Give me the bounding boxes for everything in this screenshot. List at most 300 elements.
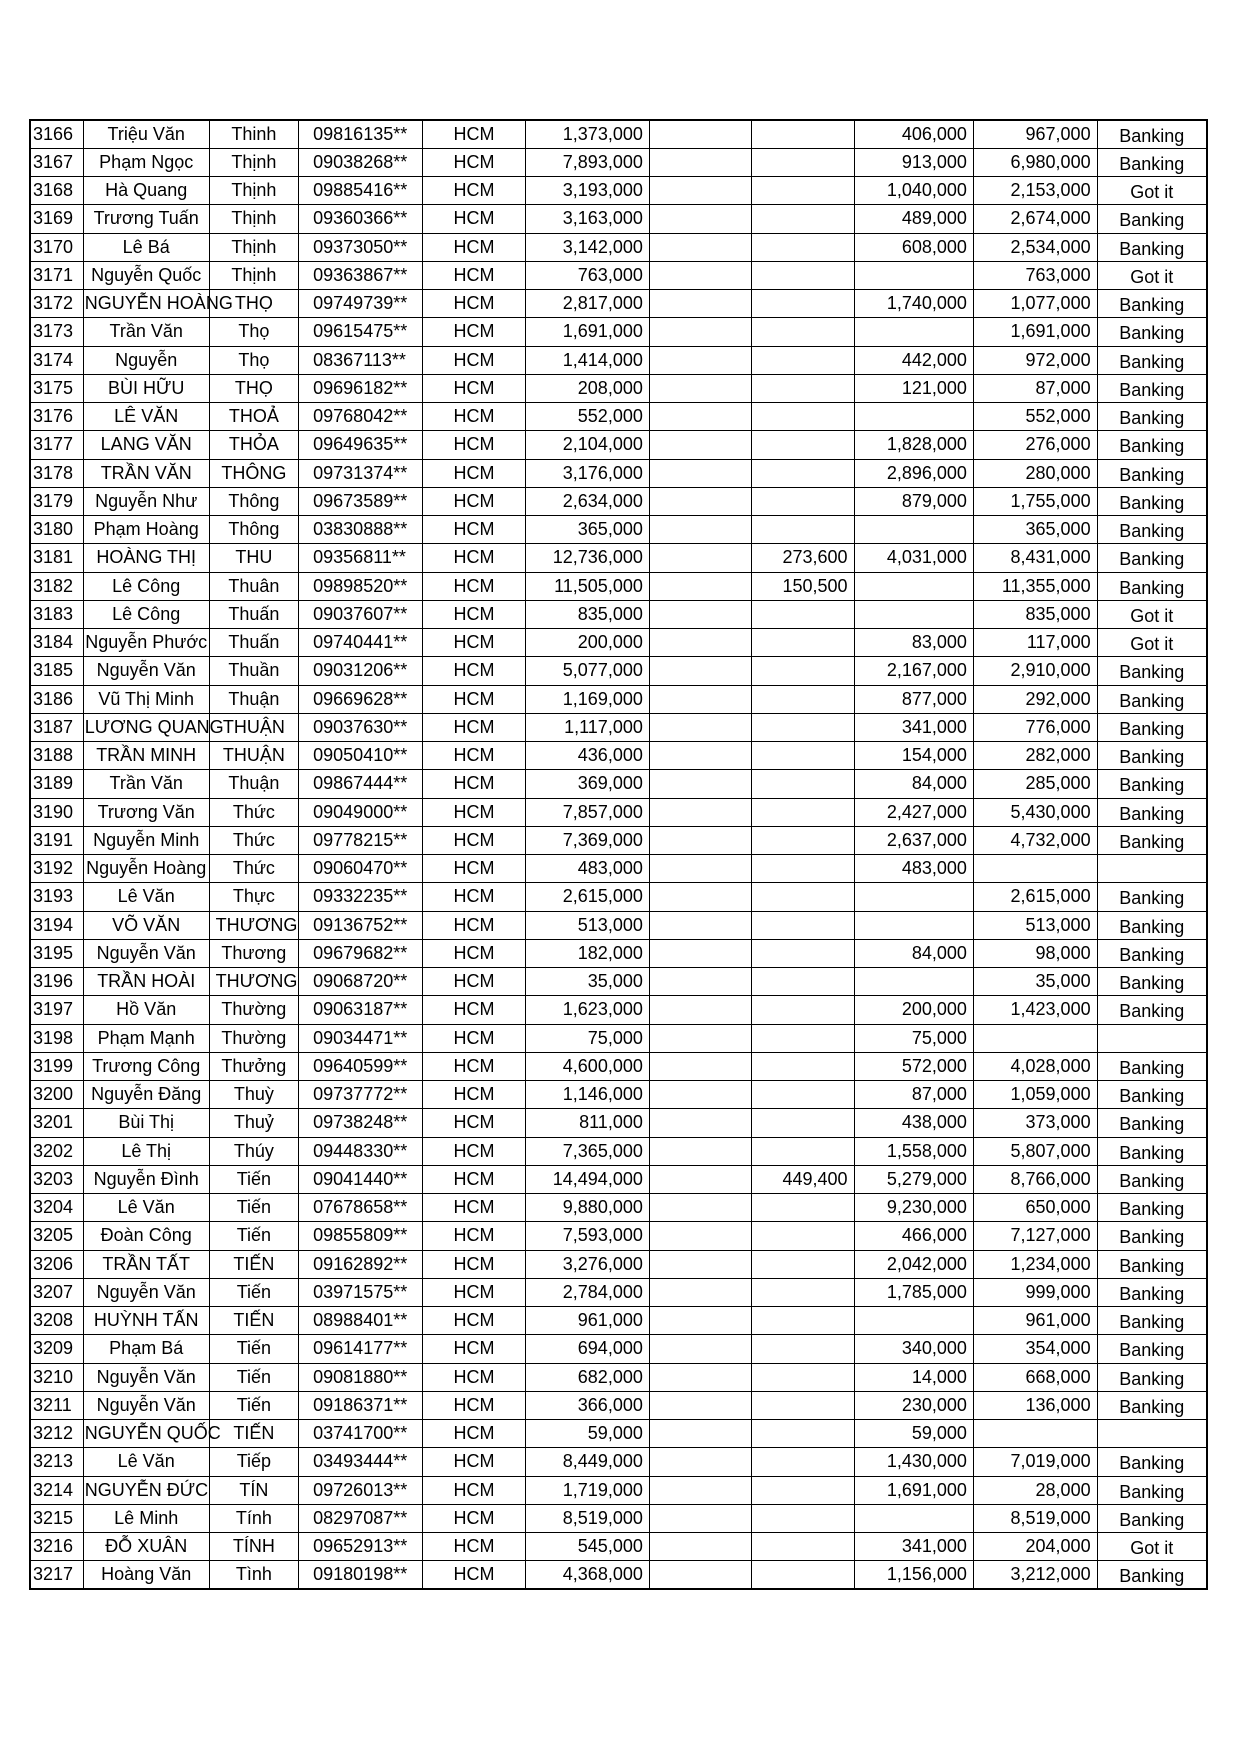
row-number-cell: 3196 [30, 968, 83, 996]
paid-amount-cell: 2,042,000 [854, 1250, 973, 1278]
extra-amount-cell [649, 1476, 751, 1504]
total-amount-cell: 11,505,000 [526, 572, 650, 600]
phone-cell: 09673589** [299, 487, 423, 515]
total-amount-cell: 961,000 [526, 1307, 650, 1335]
phone-cell: 09037630** [299, 713, 423, 741]
paid-amount-cell: 121,000 [854, 374, 973, 402]
given-name-cell: Tiến [209, 1391, 299, 1419]
deduction-cell [752, 939, 854, 967]
balance-cell: 7,019,000 [973, 1448, 1097, 1476]
row-number-cell: 3204 [30, 1194, 83, 1222]
phone-cell: 09816135** [299, 120, 423, 148]
surname-cell: BÙI HỮU [83, 374, 209, 402]
city-cell: HCM [422, 1335, 525, 1363]
balance-cell: 117,000 [973, 629, 1097, 657]
given-name-cell: Tiến [209, 1335, 299, 1363]
row-number-cell: 3203 [30, 1165, 83, 1193]
row-number-cell: 3211 [30, 1391, 83, 1419]
deduction-cell: 150,500 [752, 572, 854, 600]
paid-amount-cell: 75,000 [854, 1024, 973, 1052]
paid-amount-cell: 5,279,000 [854, 1165, 973, 1193]
payment-method-cell: Banking [1097, 939, 1207, 967]
row-number-cell: 3176 [30, 403, 83, 431]
balance-cell: 835,000 [973, 600, 1097, 628]
table-row [30, 939, 1207, 967]
extra-amount-cell [649, 600, 751, 628]
deduction-cell [752, 318, 854, 346]
phone-cell: 09614177** [299, 1335, 423, 1363]
table-row [30, 487, 1207, 515]
balance-cell: 4,028,000 [973, 1052, 1097, 1080]
payment-method-cell: Banking [1097, 148, 1207, 176]
given-name-cell: Thọ [209, 318, 299, 346]
phone-cell: 08988401** [299, 1307, 423, 1335]
city-cell: HCM [422, 374, 525, 402]
total-amount-cell: 811,000 [526, 1109, 650, 1137]
balance-cell: 373,000 [973, 1109, 1097, 1137]
total-amount-cell: 552,000 [526, 403, 650, 431]
table-row [30, 798, 1207, 826]
given-name-cell: Thuỳ [209, 1081, 299, 1109]
phone-cell: 09373050** [299, 233, 423, 261]
paid-amount-cell [854, 883, 973, 911]
city-cell: HCM [422, 544, 525, 572]
city-cell: HCM [422, 403, 525, 431]
total-amount-cell: 59,000 [526, 1420, 650, 1448]
balance-cell: 5,807,000 [973, 1137, 1097, 1165]
payment-method-cell: Banking [1097, 403, 1207, 431]
extra-amount-cell [649, 572, 751, 600]
city-cell: HCM [422, 1561, 525, 1589]
phone-cell: 09652913** [299, 1533, 423, 1561]
row-number-cell: 3212 [30, 1420, 83, 1448]
extra-amount-cell [649, 826, 751, 854]
total-amount-cell: 3,142,000 [526, 233, 650, 261]
phone-cell: 09731374** [299, 459, 423, 487]
surname-cell: Lê Bá [83, 233, 209, 261]
extra-amount-cell [649, 346, 751, 374]
phone-cell: 09031206** [299, 657, 423, 685]
payment-method-cell: Banking [1097, 657, 1207, 685]
given-name-cell: THƯƠNG [209, 968, 299, 996]
surname-cell: Nguyễn Minh [83, 826, 209, 854]
row-number-cell: 3167 [30, 148, 83, 176]
given-name-cell: Thường [209, 996, 299, 1024]
total-amount-cell: 75,000 [526, 1024, 650, 1052]
surname-cell: Nguyễn [83, 346, 209, 374]
city-cell: HCM [422, 600, 525, 628]
phone-cell: 09726013** [299, 1476, 423, 1504]
paid-amount-cell: 877,000 [854, 685, 973, 713]
table-row [30, 657, 1207, 685]
payment-method-cell: Banking [1097, 1391, 1207, 1419]
table-row [30, 1194, 1207, 1222]
table-row [30, 374, 1207, 402]
city-cell: HCM [422, 1307, 525, 1335]
payment-method-cell [1097, 855, 1207, 883]
balance-cell [973, 855, 1097, 883]
city-cell: HCM [422, 318, 525, 346]
row-number-cell: 3206 [30, 1250, 83, 1278]
paid-amount-cell: 1,430,000 [854, 1448, 973, 1476]
surname-cell: NGUYỄN ĐỨC [83, 1476, 209, 1504]
paid-amount-cell: 2,167,000 [854, 657, 973, 685]
surname-cell: Lê Thị [83, 1137, 209, 1165]
row-number-cell: 3197 [30, 996, 83, 1024]
extra-amount-cell [649, 1278, 751, 1306]
table-row [30, 1533, 1207, 1561]
payment-method-cell: Banking [1097, 1250, 1207, 1278]
balance-cell: 2,910,000 [973, 657, 1097, 685]
surname-cell: Trương Tuấn [83, 205, 209, 233]
paid-amount-cell: 2,896,000 [854, 459, 973, 487]
payment-method-cell: Banking [1097, 1137, 1207, 1165]
balance-cell: 776,000 [973, 713, 1097, 741]
surname-cell: HOÀNG THỊ [83, 544, 209, 572]
paid-amount-cell: 84,000 [854, 770, 973, 798]
phone-cell: 09749739** [299, 290, 423, 318]
extra-amount-cell [649, 1165, 751, 1193]
total-amount-cell: 3,163,000 [526, 205, 650, 233]
paid-amount-cell [854, 911, 973, 939]
balance-cell: 999,000 [973, 1278, 1097, 1306]
paid-amount-cell: 466,000 [854, 1222, 973, 1250]
balance-cell: 3,212,000 [973, 1561, 1097, 1589]
city-cell: HCM [422, 968, 525, 996]
payment-method-cell: Banking [1097, 374, 1207, 402]
city-cell: HCM [422, 1194, 525, 1222]
balance-cell: 972,000 [973, 346, 1097, 374]
payment-method-cell: Banking [1097, 233, 1207, 261]
extra-amount-cell [649, 261, 751, 289]
payment-method-cell [1097, 1024, 1207, 1052]
city-cell: HCM [422, 657, 525, 685]
table-row [30, 177, 1207, 205]
payment-method-cell: Banking [1097, 1504, 1207, 1532]
extra-amount-cell [649, 742, 751, 770]
city-cell: HCM [422, 798, 525, 826]
table-row [30, 1363, 1207, 1391]
paid-amount-cell [854, 318, 973, 346]
extra-amount-cell [649, 1222, 751, 1250]
given-name-cell: Thọ [209, 346, 299, 374]
city-cell: HCM [422, 459, 525, 487]
deduction-cell [752, 911, 854, 939]
balance-cell: 967,000 [973, 120, 1097, 148]
row-number-cell: 3190 [30, 798, 83, 826]
total-amount-cell: 3,276,000 [526, 1250, 650, 1278]
city-cell: HCM [422, 1081, 525, 1109]
payment-method-cell: Banking [1097, 1363, 1207, 1391]
deduction-cell [752, 516, 854, 544]
extra-amount-cell [649, 1420, 751, 1448]
extra-amount-cell [649, 1081, 751, 1109]
phone-cell: 03971575** [299, 1278, 423, 1306]
deduction-cell [752, 1081, 854, 1109]
city-cell: HCM [422, 1420, 525, 1448]
total-amount-cell: 7,857,000 [526, 798, 650, 826]
given-name-cell: Thông [209, 516, 299, 544]
balance-cell: 8,766,000 [973, 1165, 1097, 1193]
paid-amount-cell: 83,000 [854, 629, 973, 657]
table-row [30, 911, 1207, 939]
given-name-cell: Tình [209, 1561, 299, 1589]
table-row [30, 1109, 1207, 1137]
city-cell: HCM [422, 1448, 525, 1476]
total-amount-cell: 12,736,000 [526, 544, 650, 572]
total-amount-cell: 763,000 [526, 261, 650, 289]
table-row [30, 1420, 1207, 1448]
total-amount-cell: 7,369,000 [526, 826, 650, 854]
row-number-cell: 3207 [30, 1278, 83, 1306]
city-cell: HCM [422, 516, 525, 544]
phone-cell: 09696182** [299, 374, 423, 402]
surname-cell: Đoàn Công [83, 1222, 209, 1250]
given-name-cell: TÍN [209, 1476, 299, 1504]
row-number-cell: 3182 [30, 572, 83, 600]
table-row [30, 403, 1207, 431]
balance-cell: 961,000 [973, 1307, 1097, 1335]
given-name-cell: Tiến [209, 1278, 299, 1306]
given-name-cell: Tính [209, 1504, 299, 1532]
paid-amount-cell [854, 261, 973, 289]
row-number-cell: 3183 [30, 600, 83, 628]
balance-cell: 650,000 [973, 1194, 1097, 1222]
city-cell: HCM [422, 855, 525, 883]
extra-amount-cell [649, 1024, 751, 1052]
total-amount-cell: 182,000 [526, 939, 650, 967]
surname-cell: Nguyễn Như [83, 487, 209, 515]
row-number-cell: 3170 [30, 233, 83, 261]
phone-cell: 09778215** [299, 826, 423, 854]
deduction-cell [752, 346, 854, 374]
extra-amount-cell [649, 1194, 751, 1222]
deduction-cell: 449,400 [752, 1165, 854, 1193]
deduction-cell: 273,600 [752, 544, 854, 572]
row-number-cell: 3169 [30, 205, 83, 233]
table-row [30, 1250, 1207, 1278]
surname-cell: Nguyễn Văn [83, 1278, 209, 1306]
balance-cell: 87,000 [973, 374, 1097, 402]
row-number-cell: 3214 [30, 1476, 83, 1504]
city-cell: HCM [422, 883, 525, 911]
payment-method-cell: Banking [1097, 431, 1207, 459]
phone-cell: 09885416** [299, 177, 423, 205]
phone-cell: 09081880** [299, 1363, 423, 1391]
row-number-cell: 3194 [30, 911, 83, 939]
phone-cell: 09360366** [299, 205, 423, 233]
surname-cell: Trần Văn [83, 318, 209, 346]
city-cell: HCM [422, 233, 525, 261]
deduction-cell [752, 120, 854, 148]
row-number-cell: 3175 [30, 374, 83, 402]
given-name-cell: TIẾN [209, 1250, 299, 1278]
given-name-cell: Thương [209, 939, 299, 967]
extra-amount-cell [649, 713, 751, 741]
deduction-cell [752, 1476, 854, 1504]
city-cell: HCM [422, 261, 525, 289]
phone-cell: 09332235** [299, 883, 423, 911]
paid-amount-cell [854, 1307, 973, 1335]
balance-cell: 292,000 [973, 685, 1097, 713]
extra-amount-cell [649, 996, 751, 1024]
paid-amount-cell: 438,000 [854, 1109, 973, 1137]
row-number-cell: 3181 [30, 544, 83, 572]
deduction-cell [752, 883, 854, 911]
balance-cell: 1,691,000 [973, 318, 1097, 346]
city-cell: HCM [422, 1052, 525, 1080]
surname-cell: Lê Văn [83, 883, 209, 911]
given-name-cell: TIẾN [209, 1307, 299, 1335]
surname-cell: Hoàng Văn [83, 1561, 209, 1589]
phone-cell: 09740441** [299, 629, 423, 657]
row-number-cell: 3185 [30, 657, 83, 685]
balance-cell: 8,519,000 [973, 1504, 1097, 1532]
table-row [30, 148, 1207, 176]
table-row [30, 572, 1207, 600]
phone-cell: 09050410** [299, 742, 423, 770]
payment-method-cell [1097, 1420, 1207, 1448]
given-name-cell: THOẢ [209, 403, 299, 431]
balance-cell: 2,674,000 [973, 205, 1097, 233]
deduction-cell [752, 1222, 854, 1250]
given-name-cell: Tiến [209, 1194, 299, 1222]
table-row [30, 1561, 1207, 1589]
paid-amount-cell: 913,000 [854, 148, 973, 176]
payment-method-cell: Banking [1097, 826, 1207, 854]
city-cell: HCM [422, 1250, 525, 1278]
given-name-cell: Thịnh [209, 148, 299, 176]
phone-cell: 09162892** [299, 1250, 423, 1278]
city-cell: HCM [422, 1504, 525, 1532]
deduction-cell [752, 600, 854, 628]
paid-amount-cell: 341,000 [854, 1533, 973, 1561]
paid-amount-cell: 84,000 [854, 939, 973, 967]
deduction-cell [752, 374, 854, 402]
phone-cell: 03830888** [299, 516, 423, 544]
table-row [30, 1137, 1207, 1165]
payment-method-cell: Got it [1097, 261, 1207, 289]
table-row [30, 968, 1207, 996]
city-cell: HCM [422, 290, 525, 318]
payment-method-cell: Got it [1097, 177, 1207, 205]
city-cell: HCM [422, 1476, 525, 1504]
total-amount-cell: 208,000 [526, 374, 650, 402]
payment-method-cell: Banking [1097, 1278, 1207, 1306]
total-amount-cell: 483,000 [526, 855, 650, 883]
paid-amount-cell [854, 968, 973, 996]
deduction-cell [752, 855, 854, 883]
balance-cell: 2,153,000 [973, 177, 1097, 205]
payment-method-cell: Banking [1097, 572, 1207, 600]
total-amount-cell: 7,365,000 [526, 1137, 650, 1165]
table-row [30, 1024, 1207, 1052]
balance-cell [973, 1024, 1097, 1052]
balance-cell: 98,000 [973, 939, 1097, 967]
payment-method-cell: Banking [1097, 742, 1207, 770]
total-amount-cell: 2,104,000 [526, 431, 650, 459]
surname-cell: Nguyễn Văn [83, 1363, 209, 1391]
deduction-cell [752, 1533, 854, 1561]
paid-amount-cell: 2,637,000 [854, 826, 973, 854]
phone-cell: 09038268** [299, 148, 423, 176]
balance-cell: 1,077,000 [973, 290, 1097, 318]
row-number-cell: 3195 [30, 939, 83, 967]
paid-amount-cell [854, 516, 973, 544]
deduction-cell [752, 1024, 854, 1052]
phone-cell: 03493444** [299, 1448, 423, 1476]
extra-amount-cell [649, 1448, 751, 1476]
phone-cell: 09867444** [299, 770, 423, 798]
paid-amount-cell: 87,000 [854, 1081, 973, 1109]
extra-amount-cell [649, 629, 751, 657]
deduction-cell [752, 177, 854, 205]
paid-amount-cell: 1,785,000 [854, 1278, 973, 1306]
paid-amount-cell: 2,427,000 [854, 798, 973, 826]
payment-method-cell: Banking [1097, 487, 1207, 515]
city-cell: HCM [422, 629, 525, 657]
total-amount-cell: 1,691,000 [526, 318, 650, 346]
phone-cell: 09768042** [299, 403, 423, 431]
total-amount-cell: 4,600,000 [526, 1052, 650, 1080]
surname-cell: TRẦN MINH [83, 742, 209, 770]
deduction-cell [752, 403, 854, 431]
city-cell: HCM [422, 487, 525, 515]
total-amount-cell: 8,519,000 [526, 1504, 650, 1532]
table-row [30, 1307, 1207, 1335]
total-amount-cell: 694,000 [526, 1335, 650, 1363]
city-cell: HCM [422, 826, 525, 854]
extra-amount-cell [649, 205, 751, 233]
surname-cell: Nguyễn Quốc [83, 261, 209, 289]
deduction-cell [752, 685, 854, 713]
city-cell: HCM [422, 346, 525, 374]
surname-cell: Triệu Văn [83, 120, 209, 148]
row-number-cell: 3177 [30, 431, 83, 459]
table-row [30, 883, 1207, 911]
table-row [30, 1278, 1207, 1306]
city-cell: HCM [422, 120, 525, 148]
row-number-cell: 3217 [30, 1561, 83, 1589]
phone-cell: 09640599** [299, 1052, 423, 1080]
paid-amount-cell: 483,000 [854, 855, 973, 883]
balance-cell: 4,732,000 [973, 826, 1097, 854]
given-name-cell: THƯƠNG [209, 911, 299, 939]
total-amount-cell: 5,077,000 [526, 657, 650, 685]
surname-cell: Nguyễn Văn [83, 939, 209, 967]
surname-cell: Vũ Thị Minh [83, 685, 209, 713]
deduction-cell [752, 290, 854, 318]
balance-cell: 7,127,000 [973, 1222, 1097, 1250]
surname-cell: Phạm Bá [83, 1335, 209, 1363]
surname-cell: Phạm Hoàng [83, 516, 209, 544]
extra-amount-cell [649, 318, 751, 346]
balance-cell: 552,000 [973, 403, 1097, 431]
city-cell: HCM [422, 1222, 525, 1250]
extra-amount-cell [649, 883, 751, 911]
phone-cell: 09669628** [299, 685, 423, 713]
deduction-cell [752, 629, 854, 657]
given-name-cell: Thuấn [209, 629, 299, 657]
surname-cell: Nguyễn Văn [83, 657, 209, 685]
surname-cell: Trần Văn [83, 770, 209, 798]
phone-cell: 09363867** [299, 261, 423, 289]
deduction-cell [752, 431, 854, 459]
extra-amount-cell [649, 855, 751, 883]
payment-method-cell: Banking [1097, 798, 1207, 826]
surname-cell: LANG VĂN [83, 431, 209, 459]
balance-cell: 11,355,000 [973, 572, 1097, 600]
